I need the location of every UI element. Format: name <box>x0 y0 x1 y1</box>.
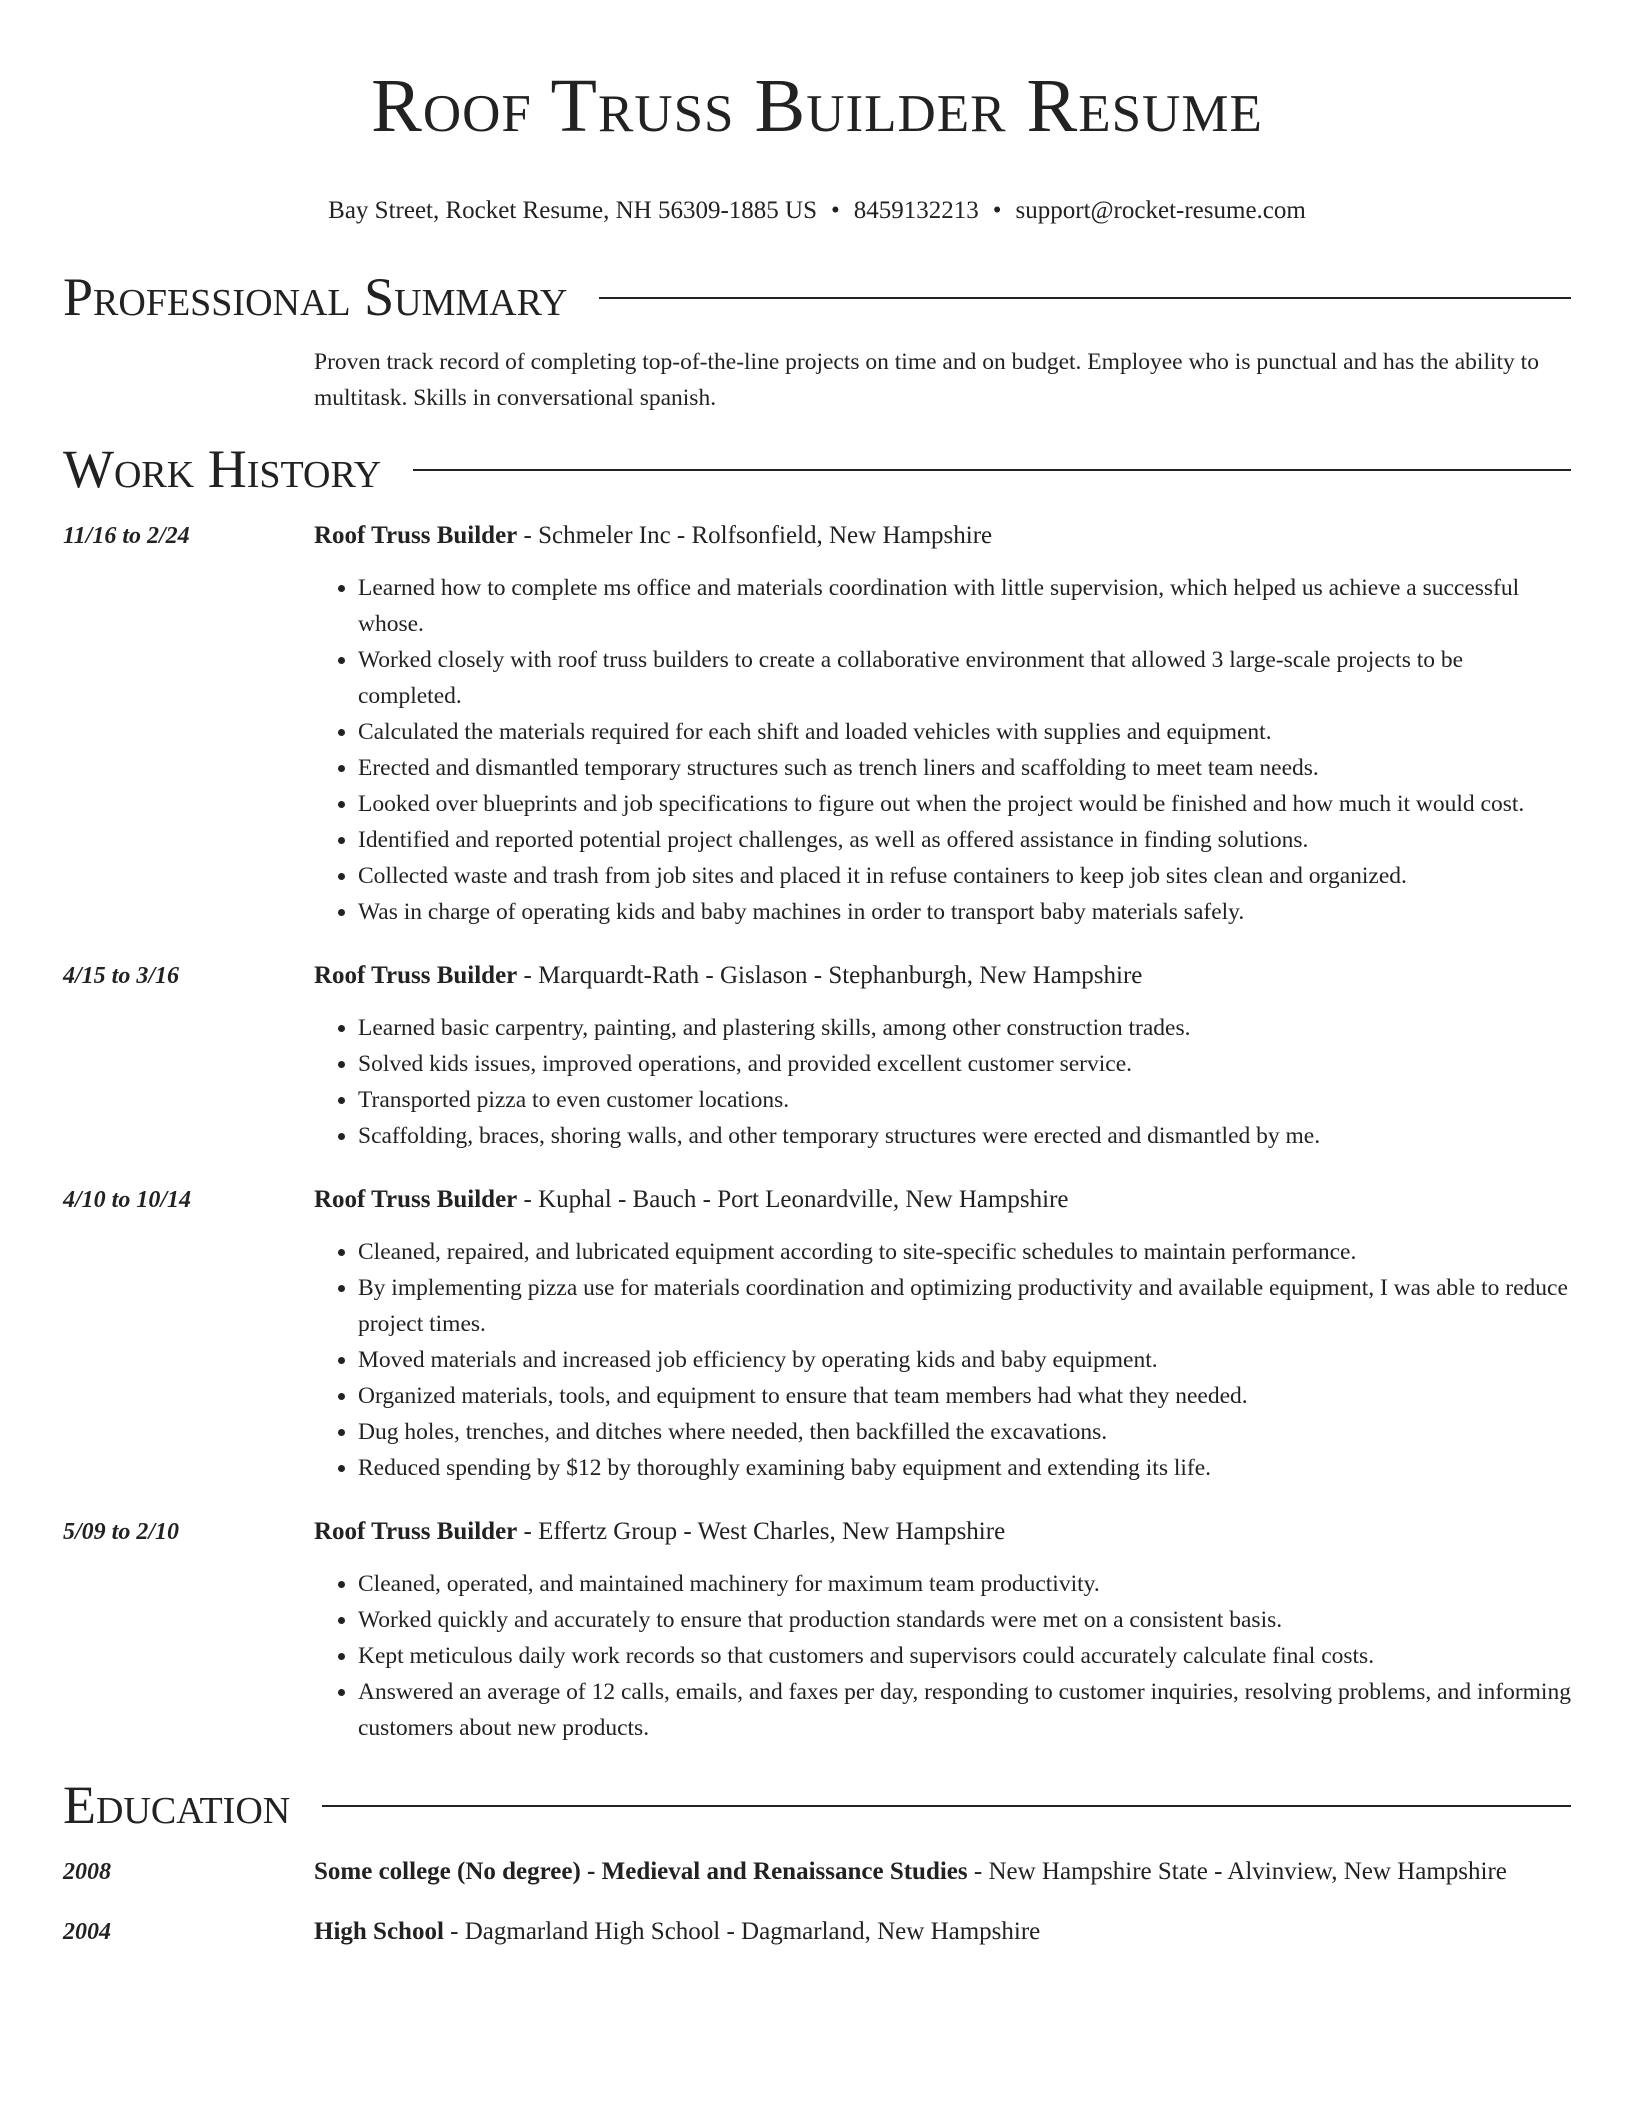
summary-text: Proven track record of completing top-of-the-line projects on time and on budget. Employee who is punctual and has the ability to multitask. Skills in conversational spanish. <box>314 349 1539 411</box>
job-bullet: • Scaffolding, braces, shoring walls, and other temporary structures were erected and dismantled by me. <box>358 1118 1571 1154</box>
contact-separator: • <box>992 197 1002 224</box>
job-bullet: • Learned how to complete ms office and materials coordination with little supervision, which helped us achieve a successful whose. <box>358 570 1571 642</box>
education-entry <box>63 1854 1571 1890</box>
job-bullet: • Transported pizza to even customer locations. <box>358 1082 1571 1118</box>
contact-separator: • <box>831 197 840 224</box>
education-content <box>314 1914 1571 1950</box>
job-dates: 4/15 to 3/16 <box>63 963 180 989</box>
job-bullets <box>314 1010 1571 1154</box>
job-bullet: • By implementing pizza use for materials coordination and optimizing productivity and available equipment, I was able to reduce project times. <box>358 1270 1571 1342</box>
work-history-list <box>63 518 1571 1746</box>
job-employer-location: - Schmeler Inc - Rolfsonfield, New Hampshire <box>517 522 993 549</box>
education-heading: Education <box>63 1775 291 1835</box>
job-bullet: • Moved materials and increased job efficiency by operating kids and baby equipment. <box>358 1342 1571 1378</box>
summary-heading: Professional Summary <box>63 267 568 327</box>
resume-title: Roof Truss Builder Resume <box>371 64 1263 148</box>
work-section-header <box>63 434 1571 504</box>
job-title-line <box>314 518 1571 554</box>
job-bullet: • Erected and dismantled temporary structures such as trench liners and scaffolding to meet team needs. <box>358 750 1571 786</box>
education-list <box>63 1854 1571 1950</box>
job-content <box>314 1514 1571 1746</box>
contact-line <box>63 196 1571 226</box>
job-bullet: • Kept meticulous daily work records so that customers and supervisors could accurately calculate final costs. <box>358 1638 1571 1674</box>
job-bullet: • Looked over blueprints and job specifications to figure out when the project would be finished and how much it would cost. <box>358 786 1571 822</box>
job-bullet: • Learned basic carpentry, painting, and plastering skills, among other construction trades. <box>358 1010 1571 1046</box>
contact-address: Bay Street, Rocket Resume, NH 56309-1885 US <box>328 197 817 224</box>
education-year: 2004 <box>63 1919 111 1945</box>
job-content <box>314 1182 1571 1486</box>
section-divider <box>413 469 1571 471</box>
job-bullet: • Reduced spending by $12 by thoroughly examining baby equipment and extending its life. <box>358 1450 1571 1486</box>
job-title: Roof Truss Builder <box>314 522 518 549</box>
job-employer-location: - Kuphal - Bauch - Port Leonardville, New Hampshire <box>517 1186 1069 1213</box>
education-school-location: - Dagmarland High School - Dagmarland, New Hampshire <box>443 1918 1041 1945</box>
contact-email: support@rocket-resume.com <box>1015 197 1306 224</box>
job-dates: 5/09 to 2/10 <box>63 1519 180 1545</box>
job-bullet: • Collected waste and trash from job sites and placed it in refuse containers to keep job sites clean and organized. <box>358 858 1571 894</box>
job-bullet: • Worked quickly and accurately to ensure that production standards were met on a consistent basis. <box>358 1602 1571 1638</box>
job-entry <box>63 1182 1571 1486</box>
section-divider <box>322 1805 1571 1807</box>
job-employer-location: - Marquardt-Rath - Gislason - Stephanburgh, New Hampshire <box>517 962 1143 989</box>
job-bullet: • Organized materials, tools, and equipment to ensure that team members had what they needed. <box>358 1378 1571 1414</box>
job-entry <box>63 1514 1571 1746</box>
job-bullets <box>314 1566 1571 1746</box>
education-degree: High School <box>314 1918 444 1945</box>
job-title-line <box>314 1514 1571 1550</box>
education-entry <box>63 1914 1571 1950</box>
job-bullet: • Cleaned, repaired, and lubricated equipment according to site-specific schedules to maintain performance. <box>358 1234 1571 1270</box>
job-bullet: • Answered an average of 12 calls, emails, and faxes per day, responding to customer inquiries, resolving problems, and informing customers about new products. <box>358 1674 1571 1746</box>
education-content <box>314 1854 1571 1890</box>
summary-section-header <box>63 262 1571 332</box>
contact-phone: 8459132213 <box>853 197 979 224</box>
job-title-line <box>314 1182 1571 1218</box>
job-bullet: • Cleaned, operated, and maintained machinery for maximum team productivity. <box>358 1566 1571 1602</box>
job-title: Roof Truss Builder <box>314 1518 518 1545</box>
job-content <box>314 518 1571 930</box>
job-bullets <box>314 570 1571 930</box>
education-section-header <box>63 1770 1571 1840</box>
job-bullets <box>314 1234 1571 1486</box>
job-title: Roof Truss Builder <box>314 962 518 989</box>
job-dates: 11/16 to 2/24 <box>63 523 190 549</box>
job-title-line <box>314 958 1571 994</box>
job-content <box>314 958 1571 1154</box>
job-bullet: • Worked closely with roof truss builders to create a collaborative environment that allowed 3 large-scale projects to be completed. <box>358 642 1571 714</box>
job-bullet: • Dug holes, trenches, and ditches where needed, then backfilled the excavations. <box>358 1414 1571 1450</box>
work-heading: Work History <box>63 439 382 499</box>
job-bullet: • Identified and reported potential project challenges, as well as offered assistance in finding solutions. <box>358 822 1571 858</box>
job-entry <box>63 958 1571 1154</box>
job-bullet: • Calculated the materials required for each shift and loaded vehicles with supplies and equipment. <box>358 714 1571 750</box>
job-title: Roof Truss Builder <box>314 1186 518 1213</box>
job-entry <box>63 518 1571 930</box>
job-bullet: • Solved kids issues, improved operations, and provided excellent customer service. <box>358 1046 1571 1082</box>
job-dates: 4/10 to 10/14 <box>63 1187 192 1213</box>
education-school-location: - New Hampshire State - Alvinview, New Hampshire <box>967 1858 1507 1885</box>
job-employer-location: - Effertz Group - West Charles, New Hampshire <box>517 1518 1006 1545</box>
job-bullet: • Was in charge of operating kids and baby machines in order to transport baby materials safely. <box>358 894 1571 930</box>
education-year: 2008 <box>63 1859 111 1885</box>
education-degree: Some college (No degree) - Medieval and Renaissance Studies <box>314 1858 968 1885</box>
section-divider <box>599 297 1571 299</box>
